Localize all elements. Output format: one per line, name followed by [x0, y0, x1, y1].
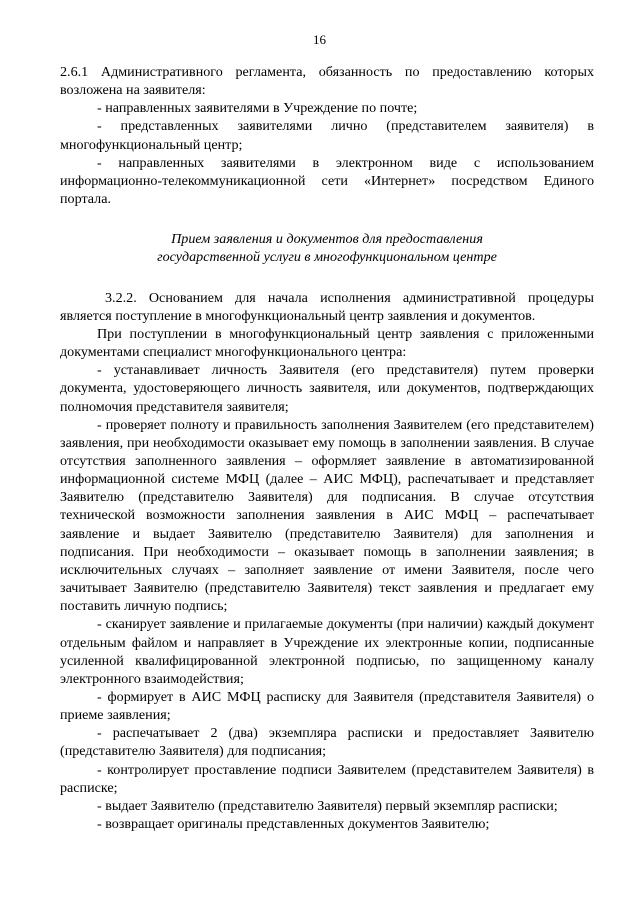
list-item-electronic: - направленных заявителями в электронном виде с использованием информационно-телекоммуникационной сети «Интернет» посредством Единого портала. [60, 154, 594, 208]
list-item-control-signature: - контролирует проставление подписи Заявителем (представителем Заявителя) в расписке; [60, 761, 594, 796]
list-item-by-mail: - направленных заявителями в Учреждение по почте; [97, 100, 418, 117]
page-number: 16 [313, 32, 326, 47]
list-item-return-originals: - возвращает оригиналы представленных документов Заявителю; [97, 816, 490, 833]
paragraph-on-receipt: При поступлении в многофункциональный центр заявления с приложенными документами специалист многофункционального центра: [60, 325, 594, 361]
document-content [60, 63, 594, 833]
section-heading-line2: государственной услуги в многофункциональном центре [157, 249, 497, 266]
list-item-scan: - сканирует заявление и прилагаемые документы (при наличии) каждый документ отдельным файлом и направляет в Учреждение их электронные копии, подписанные усиленной квалифицированной электронной подписью, по защищенному каналу электронного взаимодействия; [60, 616, 594, 687]
list-item-in-person: - представленных заявителями лично (представителем заявителя) в многофункциональный центр; [60, 118, 594, 153]
section-heading-line1: Прием заявления и документов для предоставления [171, 231, 483, 248]
list-item-form-receipt: - формирует в АИС МФЦ расписку для Заявителя (представителя Заявителя) о приеме заявления; [60, 689, 594, 724]
list-item-check-completeness: - проверяет полноту и правильность заполнения Заявителем (его представителем) заявления, при необходимости оказывает ему помощь в заполнении заявления. В случае отсутствия заполненного заявления – оформляет заявление в автоматизированной информационной системе МФЦ (далее – АИС МФЦ), распечатывает и представляет Заявителю (представителю Заявителя) для подписания. В случае отсутствия технической возможности заполнения заявления в АИС МФЦ – распечатывает заявление и выдает Заявителю (представителю Заявителя) для заполнения и подписания. При необходимости – оказывает помощь в заполнении заявления; в исключительных случаях – заполняет заявление от имени Заявителя, после чего зачитывает Заявителю (представителю Заявителя) текст заявления и предлагает ему поставить личную подпись; [60, 416, 594, 615]
section-heading [60, 230, 594, 266]
list-item-print-receipt: - распечатывает 2 (два) экземпляра расписки и предоставляет Заявителю (представителю Заявителя) для подписания; [60, 725, 594, 760]
paragraph-3-2-2: 3.2.2. Основанием для начала исполнения административной процедуры является поступление в многофункциональный центр заявления и документов. [60, 289, 594, 324]
paragraph-continuation: 2.6.1 Административного регламента, обязанность по предоставлению которых возложена на заявителя: [60, 64, 594, 99]
list-item-identify: - устанавливает личность Заявителя (его представителя) путем проверки документа, удостоверяющего личность заявителя, или документов, подтверждающих полномочия представителя заявителя; [60, 362, 594, 415]
list-item-issue-copy: - выдает Заявителю (представителю Заявителя) первый экземпляр расписки; [97, 797, 558, 814]
